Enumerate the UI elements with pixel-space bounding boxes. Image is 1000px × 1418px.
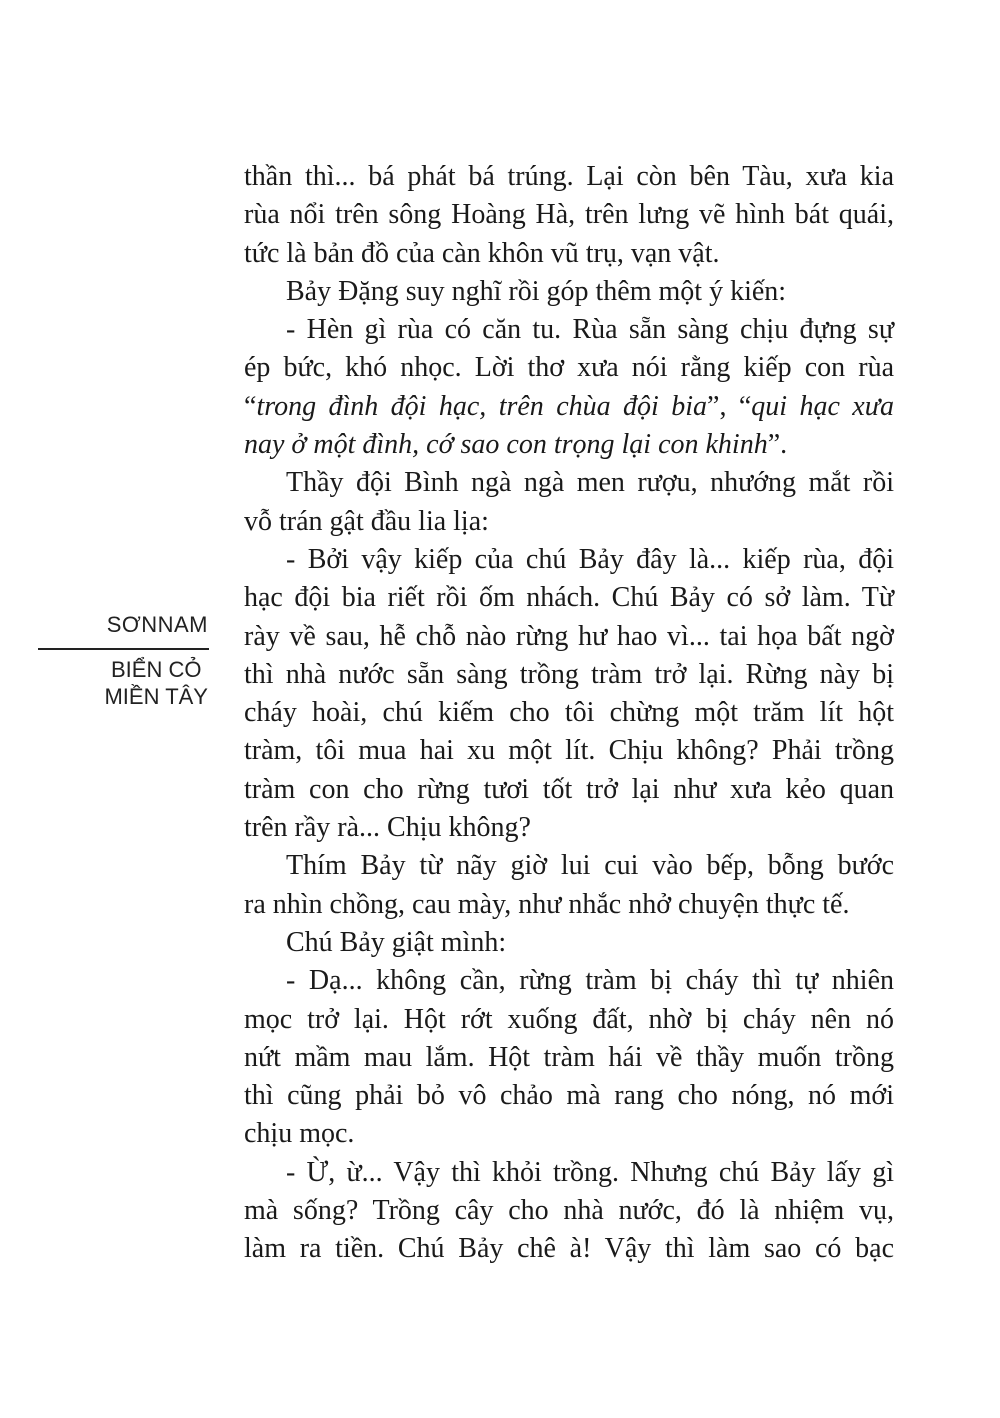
text-line: ép bức, khó nhọc. Lời thơ xưa nói rằng kiếp con rùa xyxy=(244,352,894,384)
text-line: vỗ trán gật đầu lia lịa: xyxy=(244,505,489,537)
text-line: ra nhìn chồng, cau mày, như nhắc nhở chuyện thực tế. xyxy=(244,888,850,920)
text-line: thì nhà nước sẵn sàng trồng tràm trở lại. Rừng này bị xyxy=(244,658,894,690)
running-sidebar xyxy=(0,612,209,709)
author-name: SƠNNAM xyxy=(106,612,208,637)
text-line: làm ra tiền. Chú Bảy chê à! Vậy thì làm sao có bạc xyxy=(244,1233,894,1265)
text-line: tràm con cho rừng tươi tốt trở lại như xưa kẻo quan xyxy=(244,773,894,805)
text-line: Bảy Đặng suy nghĩ rồi góp thêm một ý kiến: xyxy=(286,275,787,307)
text-line: Thầy đội Bình ngà ngà men rượu, nhướng mắt rồi xyxy=(286,467,894,499)
text-line: nay ở một đình, cớ sao con trọng lại con khinh”. xyxy=(244,429,788,461)
book-title xyxy=(104,656,208,710)
text-line: - Hèn gì rùa có căn tu. Rùa sẵn sàng chịu đựng sự xyxy=(286,314,894,346)
text-line: thần thì... bá phát bá trúng. Lại còn bên Tàu, xưa kia xyxy=(244,161,894,192)
text-line: - Dạ... không cần, rừng tràm bị cháy thì tự nhiên xyxy=(286,965,894,997)
text-line: cháy hoài, chú kiếm cho tôi chừng một trăm lít hột xyxy=(244,697,894,729)
text-line: chịu mọc. xyxy=(244,1118,355,1150)
text-line: tức là bản đồ của càn khôn vũ trụ, vạn vật. xyxy=(244,237,720,269)
text-line: rày về sau, hễ chỗ nào rừng hư hao vì... tai họa bất ngờ xyxy=(244,620,894,652)
book-title-line-1: BIỂN CỎ xyxy=(111,657,202,682)
text-line: trên rầy rà... Chịu không? xyxy=(244,812,531,844)
text-line: - Bởi vậy kiếp của chú Bảy đây là... kiếp rùa, đội xyxy=(286,543,894,575)
text-line: rùa nổi trên sông Hoàng Hà, trên lưng vẽ hình bát quái, xyxy=(244,199,894,231)
book-title-line-2: MIỀN TÂY xyxy=(104,684,208,709)
text-line: Chú Bảy giật mình: xyxy=(286,926,507,958)
text-line: thì cũng phải bỏ vô chảo mà rang cho nóng, nó mới xyxy=(244,1080,894,1112)
text-line: tràm, tôi mua hai xu một lít. Chịu không? Phải trồng xyxy=(244,735,894,767)
text-line: mọc trở lại. Hột rớt xuống đất, nhờ bị cháy nên nó xyxy=(244,1003,894,1035)
text-line: Thím Bảy từ nãy giờ lui cui vào bếp, bỗng bước xyxy=(286,850,894,882)
text-line: hạc đội bia riết rồi ốm nhách. Chú Bảy có sở làm. Từ xyxy=(244,582,894,614)
text-line: nứt mầm mau lắm. Hột tràm hái về thầy muốn trồng xyxy=(244,1041,894,1073)
text-line: - Ừ, ừ... Vậy thì khỏi trồng. Nhưng chú Bảy lấy gì xyxy=(286,1156,894,1188)
text-line: mà sống? Trồng cây cho nhà nước, đó là nhiệm vụ, xyxy=(244,1195,894,1227)
sidebar-divider xyxy=(38,648,209,650)
body-text xyxy=(244,158,894,1269)
text-line: “trong đình đội hạc, trên chùa đội bia”, “qui hạc xưa xyxy=(244,390,895,422)
